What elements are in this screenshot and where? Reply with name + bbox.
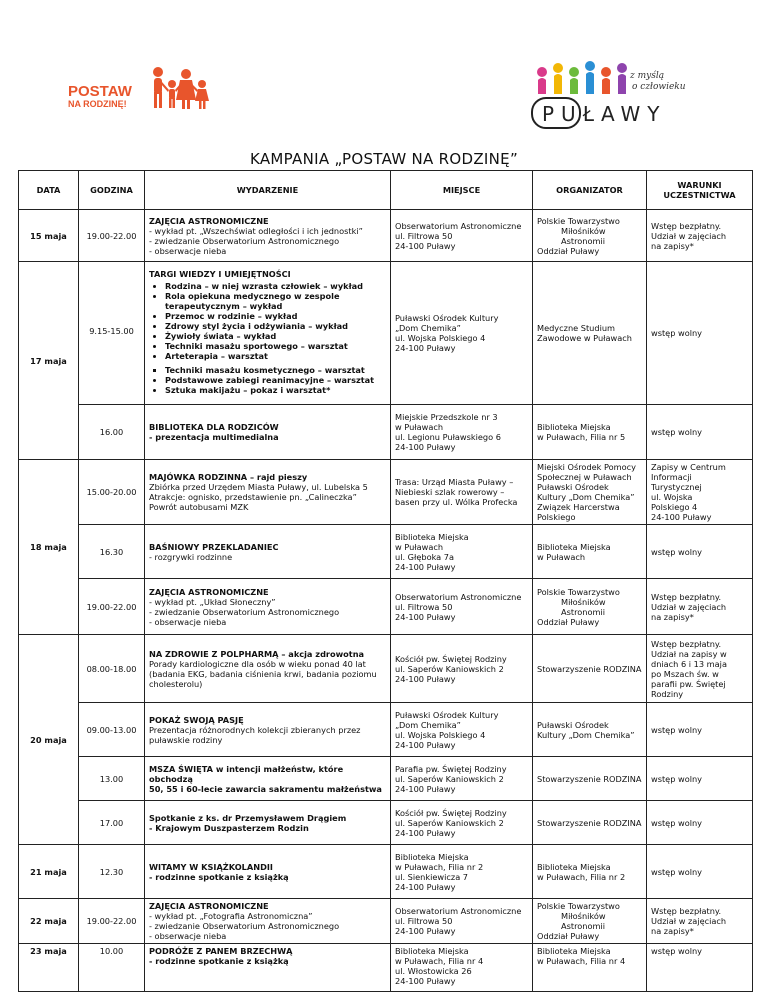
pulawy-people-icon	[528, 58, 698, 132]
place-line: ul. Sienkiewicza 7	[395, 871, 469, 882]
pulawy-city-logo	[528, 58, 698, 132]
event-heading: TARGI WIEDZY I UMIEJĘTNOŚCI	[149, 269, 291, 279]
place-line: Obserwatorium Astronomiczne	[395, 220, 522, 231]
page-title: KAMPANIA „POSTAW NA RODZINĘ”	[249, 150, 519, 168]
svg-text:PUŁAWY: PUŁAWY	[542, 102, 667, 126]
place-cell	[391, 460, 533, 525]
event-desc: - wykład pt. „Wszechświat odległości i ich jednostki”	[149, 225, 363, 236]
organizer-line: Biblioteka Miejska	[537, 422, 611, 432]
conditions-cell: wstęp wolny	[647, 405, 753, 460]
organizer-line: Puławski Ośrodek	[537, 719, 609, 730]
place-line: ul. Filtrowa 50	[395, 601, 453, 612]
list-item: • Żywioły świata – wykład	[165, 331, 386, 341]
place-line: Obserwatorium Astronomiczne	[395, 591, 522, 602]
time-cell: 10.00	[79, 944, 145, 992]
header-time: GODZINA	[79, 171, 145, 210]
place-line: Kościół pw. Świętej Rodziny	[395, 807, 507, 818]
event-desc: - obserwacje nieba	[149, 245, 227, 256]
event-desc: - obserwacje nieba	[149, 616, 227, 627]
date-cell: 23 maja	[19, 944, 79, 992]
place-line: w Puławach	[395, 422, 444, 432]
place-line: 24-100 Puławy	[395, 611, 456, 622]
organizer-line: Społecznej w Puławach	[537, 472, 632, 482]
place-line: ul. Saperów Kaniowskich 2	[395, 773, 504, 784]
event-desc: - obserwacje nieba	[149, 931, 227, 941]
place-line: ul. Wojska Polskiego 4	[395, 729, 486, 740]
event-cell	[145, 405, 391, 460]
place-line: ul. Legionu Puławskiego 6	[395, 432, 501, 442]
svg-text:POSTAW: POSTAW	[68, 83, 132, 100]
event-desc: - zwiedzanie Obserwatorium Astronomicznego	[149, 235, 340, 246]
event-desc: puławskie rodziny	[149, 734, 223, 745]
organizer-line: Puławski Ośrodek	[537, 482, 609, 492]
conditions-cell: wstęp wolny	[647, 757, 753, 801]
event-desc: cholesterolu)	[149, 678, 203, 689]
conditions-line: Wstęp bezpłatny.	[651, 220, 722, 231]
place-cell	[391, 405, 533, 460]
place-line: „Dom Chemika”	[395, 719, 461, 730]
time-cell: 09.00-13.00	[79, 703, 145, 757]
table-row	[19, 525, 753, 579]
event-title: ZAJĘCIA ASTRONOMICZNE	[149, 901, 269, 911]
event-desc: (badania EKG, badania ciśnienia krwi, badania poziomu	[149, 668, 377, 679]
time-cell: 19.00-22.00	[79, 210, 145, 262]
organizer-line: w Puławach, Filia nr 2	[537, 871, 626, 882]
table-row	[19, 262, 753, 405]
organizer-cell	[533, 579, 647, 635]
time-cell: 19.00-22.00	[79, 579, 145, 635]
time-cell: 12.30	[79, 845, 145, 899]
place-cell	[391, 801, 533, 845]
organizer-cell: Stowarzyszenie RODZINA	[533, 635, 647, 703]
workshop-list	[149, 365, 386, 395]
time-cell: 16.30	[79, 525, 145, 579]
conditions-line: 24-100 Puławy	[651, 512, 712, 522]
event-title: MAJÓWKA RODZINNA – rajd pieszy	[149, 472, 308, 482]
organizer-cell	[533, 460, 647, 525]
place-cell	[391, 944, 533, 992]
place-line: ul. Wojska Polskiego 4	[395, 333, 486, 343]
table-row	[19, 845, 753, 899]
table-row	[19, 801, 753, 845]
date-cell: 17 maja	[19, 262, 79, 460]
event-title: BAŚNIOWY PRZEKLADANIEC	[149, 541, 279, 552]
conditions-cell: wstęp wolny	[647, 703, 753, 757]
event-desc: Prezentacja różnorodnych kolekcji zbieranych przez	[149, 724, 361, 735]
organizer-cell	[533, 944, 647, 992]
event-desc: - wykład pt. „Układ Słoneczny”	[149, 596, 276, 607]
organizer-cell	[533, 525, 647, 579]
event-title: 50, 55 i 60-lecie zawarcia sakramentu małżeństwa	[149, 783, 382, 794]
list-item: • Zdrowy styl życia i odżywiania – wykład	[165, 321, 386, 331]
event-subtitle: - rodzinne spotkanie z książką	[149, 956, 289, 966]
event-title: PODRÓŻE Z PANEM BRZECHWĄ	[149, 946, 293, 956]
organizer-cell: Stowarzyszenie RODZINA	[533, 801, 647, 845]
event-title: BIBLIOTEKA DLA RODZICÓW	[149, 422, 279, 432]
place-cell	[391, 899, 533, 944]
place-line: Biblioteka Miejska	[395, 531, 469, 542]
organizer-line: Miejski Ośrodek Pomocy	[537, 462, 637, 472]
event-desc: - zwiedzanie Obserwatorium Astronomicznego	[149, 921, 340, 931]
event-title: NA ZDROWIE Z POLPHARMĄ – akcja zdrowotna	[149, 648, 365, 659]
header-place: MIEJSCE	[391, 171, 533, 210]
event-desc: - zwiedzanie Obserwatorium Astronomicznego	[149, 606, 340, 617]
conditions-cell	[647, 460, 753, 525]
organizer-line: Polskie Towarzystwo	[537, 215, 620, 226]
organizer-line: Oddział Puławy	[537, 245, 600, 256]
organizer-line: Kultury „Dom Chemika”	[537, 492, 635, 502]
event-cell	[145, 899, 391, 944]
header-date: DATA	[19, 171, 79, 210]
place-line: 24-100 Puławy	[395, 561, 456, 572]
place-line: Biblioteka Miejska	[395, 851, 469, 862]
event-cell	[145, 845, 391, 899]
place-cell	[391, 757, 533, 801]
table-row	[19, 757, 753, 801]
conditions-line: Wstęp bezpłatny.	[651, 638, 722, 649]
conditions-line: na zapisy*	[651, 926, 694, 936]
workshop-list	[149, 281, 386, 361]
date-cell: 20 maja	[19, 635, 79, 845]
date-cell: 22 maja	[19, 899, 79, 944]
conditions-cell: wstęp wolny	[647, 262, 753, 405]
place-line: Kościół pw. Świętej Rodziny	[395, 653, 507, 664]
table-row	[19, 579, 753, 635]
conditions-cell	[647, 579, 753, 635]
event-desc: - wykład pt. „Fotografia Astronomiczna”	[149, 911, 313, 921]
table-row	[19, 210, 753, 262]
event-cell	[145, 210, 391, 262]
organizer-line: Biblioteka Miejska	[537, 541, 611, 552]
event-desc: Zbiórka przed Urzędem Miasta Puławy, ul. Lubelska 5	[149, 482, 368, 492]
conditions-line: Udział na zapisy w	[651, 648, 727, 659]
event-cell	[145, 525, 391, 579]
svg-text:NA RODZINĘ!: NA RODZINĘ!	[68, 99, 127, 109]
event-title: POKAŻ SWOJĄ PASJĘ	[149, 714, 244, 725]
conditions-line: na zapisy*	[651, 611, 694, 622]
date-cell: 18 maja	[19, 460, 79, 635]
organizer-cell: Stowarzyszenie RODZINA	[533, 757, 647, 801]
organizer-line: Oddział Puławy	[537, 616, 600, 627]
organizer-line: Kultury „Dom Chemika”	[537, 729, 635, 740]
list-item: ▪ Techniki masażu kosmetycznego – warsztat	[165, 365, 386, 375]
table-row	[19, 460, 753, 525]
list-item: • Przemoc w rodzinie – wykład	[165, 311, 386, 321]
place-cell	[391, 579, 533, 635]
conditions-line: parafii pw. Świętej	[651, 678, 726, 689]
place-line: 24-100 Puławy	[395, 240, 456, 251]
organizer-line: Związek Harcerstwa	[537, 502, 620, 512]
event-cell	[145, 460, 391, 525]
event-title: MSZA ŚWIĘTA w intencji małżeństw, które obchodzą	[149, 763, 344, 784]
place-line: 24-100 Puławy	[395, 343, 456, 353]
place-cell	[391, 525, 533, 579]
place-cell	[391, 210, 533, 262]
place-line: ul. Głęboka 7a	[395, 551, 455, 562]
organizer-line: Astronomii	[561, 606, 605, 617]
conditions-cell: wstęp wolny	[647, 845, 753, 899]
conditions-cell: wstęp wolny	[647, 801, 753, 845]
organizer-line: Polskiego	[537, 512, 576, 522]
organizer-cell	[533, 703, 647, 757]
organizer-cell	[533, 899, 647, 944]
event-subtitle: - rozgrywki rodzinne	[149, 551, 233, 562]
event-cell	[145, 757, 391, 801]
table-row	[19, 405, 753, 460]
table-row	[19, 899, 753, 944]
conditions-line: Turystycznej	[651, 482, 702, 492]
event-cell	[145, 944, 391, 992]
place-line: ul. Włostowicka 26	[395, 966, 472, 976]
organizer-line: w Puławach, Filia nr 5	[537, 432, 626, 442]
place-line: w Puławach, Filia nr 2	[395, 861, 484, 872]
event-title: Spotkanie z ks. dr Przemysławem Drągiem	[149, 812, 347, 823]
conditions-cell: wstęp wolny	[647, 944, 753, 992]
place-line: Parafia pw. Świętej Rodziny	[395, 763, 507, 774]
conditions-line: Udział w zajęciach	[651, 230, 727, 241]
place-line: basen przy ul. Wólka Profecka	[395, 497, 518, 507]
conditions-line: Udział w zajęciach	[651, 916, 727, 926]
date-cell: 15 maja	[19, 210, 79, 262]
organizer-line: Polskie Towarzystwo	[537, 586, 620, 597]
table-header-row	[19, 171, 753, 210]
time-cell: 19.00-22.00	[79, 899, 145, 944]
header-organizer: ORGANIZATOR	[533, 171, 647, 210]
place-line: 24-100 Puławy	[395, 827, 456, 838]
event-title: ZAJĘCIA ASTRONOMICZNE	[149, 215, 269, 226]
event-subtitle: - prezentacja multimedialna	[149, 432, 279, 442]
place-line: Biblioteka Miejska	[395, 946, 469, 956]
place-line: Puławski Ośrodek Kultury	[395, 709, 499, 720]
place-line: Puławski Ośrodek Kultury	[395, 313, 499, 323]
conditions-line: dniach 6 i 13 maja	[651, 658, 727, 669]
conditions-line: Wstęp bezpłatny.	[651, 906, 722, 916]
time-cell: 17.00	[79, 801, 145, 845]
organizer-line: w Puławach, Filia nr 4	[537, 956, 626, 966]
conditions-line: Wstęp bezpłatny.	[651, 591, 722, 602]
family-figures-icon	[64, 62, 214, 112]
organizer-line: Oddział Puławy	[537, 931, 600, 941]
list-item: • Rola opiekuna medycznego w zespole terapeutycznym – wykład	[165, 291, 386, 311]
header-conditions: WARUNKI UCZESTNICTWA	[647, 171, 753, 210]
organizer-line: Polskie Towarzystwo	[537, 901, 620, 911]
event-desc: Porady kardiologiczne dla osób w wieku ponad 40 lat	[149, 658, 366, 669]
event-desc: Atrakcje: ognisko, przedstawienie pn. „Calineczka”	[149, 492, 357, 502]
event-cell	[145, 579, 391, 635]
place-line: ul. Saperów Kaniowskich 2	[395, 663, 504, 674]
list-item: • Rodzina – w niej wzrasta człowiek – wykład	[165, 281, 386, 291]
organizer-line: Astronomii	[561, 235, 605, 246]
place-cell	[391, 703, 533, 757]
place-line: Miejskie Przedszkole nr 3	[395, 412, 498, 422]
place-line: ul. Saperów Kaniowskich 2	[395, 817, 504, 828]
list-item: • Podstawowe zabiegi reanimacyjne – warsztat	[165, 375, 386, 385]
svg-text:z myślą: z myślą	[630, 71, 665, 81]
place-line: w Puławach, Filia nr 4	[395, 956, 484, 966]
conditions-line: na zapisy*	[651, 240, 694, 251]
event-cell	[145, 801, 391, 845]
place-line: 24-100 Puławy	[395, 739, 456, 750]
conditions-cell: wstęp wolny	[647, 525, 753, 579]
conditions-line: Udział w zajęciach	[651, 601, 727, 612]
conditions-line: ul. Wojska	[651, 492, 693, 502]
time-cell: 13.00	[79, 757, 145, 801]
event-subtitle: - rodzinne spotkanie z książką	[149, 871, 289, 882]
conditions-line: Rodziny	[651, 688, 684, 699]
organizer-cell	[533, 845, 647, 899]
date-cell: 21 maja	[19, 845, 79, 899]
organizer-line: Biblioteka Miejska	[537, 861, 611, 872]
time-cell: 15.00-20.00	[79, 460, 145, 525]
conditions-cell	[647, 635, 753, 703]
event-desc: Powrót autobusami MZK	[149, 502, 249, 512]
organizer-line: Miłośników	[561, 225, 606, 236]
place-line: ul. Filtrowa 50	[395, 230, 453, 241]
place-line: 24-100 Puławy	[395, 783, 456, 794]
organizer-line: Miłośników	[561, 911, 606, 921]
list-item: • Arteterapia – warsztat	[165, 351, 386, 361]
place-line: 24-100 Puławy	[395, 926, 456, 936]
table-row	[19, 703, 753, 757]
place-line: w Puławach	[395, 541, 444, 552]
conditions-cell	[647, 210, 753, 262]
place-line: Niebieski szlak rowerowy –	[395, 487, 505, 497]
organizer-line: Biblioteka Miejska	[537, 946, 611, 956]
place-line: 24-100 Puławy	[395, 673, 456, 684]
conditions-cell	[647, 899, 753, 944]
place-cell	[391, 262, 533, 405]
organizer-cell	[533, 210, 647, 262]
list-item: • Techniki masażu sportowego – warsztat	[165, 341, 386, 351]
organizer-cell	[533, 405, 647, 460]
event-cell	[145, 703, 391, 757]
place-line: 24-100 Puławy	[395, 976, 456, 986]
organizer-line: Zawodowe w Puławach	[537, 333, 632, 343]
svg-text:o człowieku: o człowieku	[632, 82, 686, 92]
time-cell: 08.00-18.00	[79, 635, 145, 703]
place-cell	[391, 845, 533, 899]
event-title: WITAMY W KSIĄŻKOLANDII	[149, 861, 273, 872]
place-line: ul. Filtrowa 50	[395, 916, 453, 926]
conditions-line: po Mszach św. w	[651, 668, 719, 679]
event-cell	[145, 635, 391, 703]
event-cell	[145, 262, 391, 405]
list-item: • Sztuka makijażu – pokaz i warsztat*	[165, 385, 386, 395]
conditions-line: Polskiego 4	[651, 502, 698, 512]
conditions-line: Informacji	[651, 472, 692, 482]
time-cell: 16.00	[79, 405, 145, 460]
table-row	[19, 944, 753, 992]
table-row	[19, 635, 753, 703]
conditions-line: Zapisy w Centrum	[651, 462, 726, 472]
event-title: ZAJĘCIA ASTRONOMICZNE	[149, 586, 269, 597]
schedule-table	[18, 170, 753, 992]
postaw-na-rodzine-logo	[64, 62, 214, 112]
place-line: „Dom Chemika”	[395, 323, 461, 333]
event-title: - Krajowym Duszpasterzem Rodzin	[149, 822, 309, 833]
time-cell: 9.15-15.00	[79, 262, 145, 405]
header-event: WYDARZENIE	[145, 171, 391, 210]
organizer-cell	[533, 262, 647, 405]
organizer-line: w Puławach	[537, 551, 586, 562]
place-line: Trasa: Urząd Miasta Puławy –	[395, 477, 514, 487]
organizer-line: Astronomii	[561, 921, 605, 931]
place-line: 24-100 Puławy	[395, 442, 456, 452]
organizer-line: Medyczne Studium	[537, 323, 616, 333]
place-line: 24-100 Puławy	[395, 881, 456, 892]
place-cell	[391, 635, 533, 703]
place-line: Obserwatorium Astronomiczne	[395, 906, 522, 916]
organizer-line: Miłośników	[561, 596, 606, 607]
